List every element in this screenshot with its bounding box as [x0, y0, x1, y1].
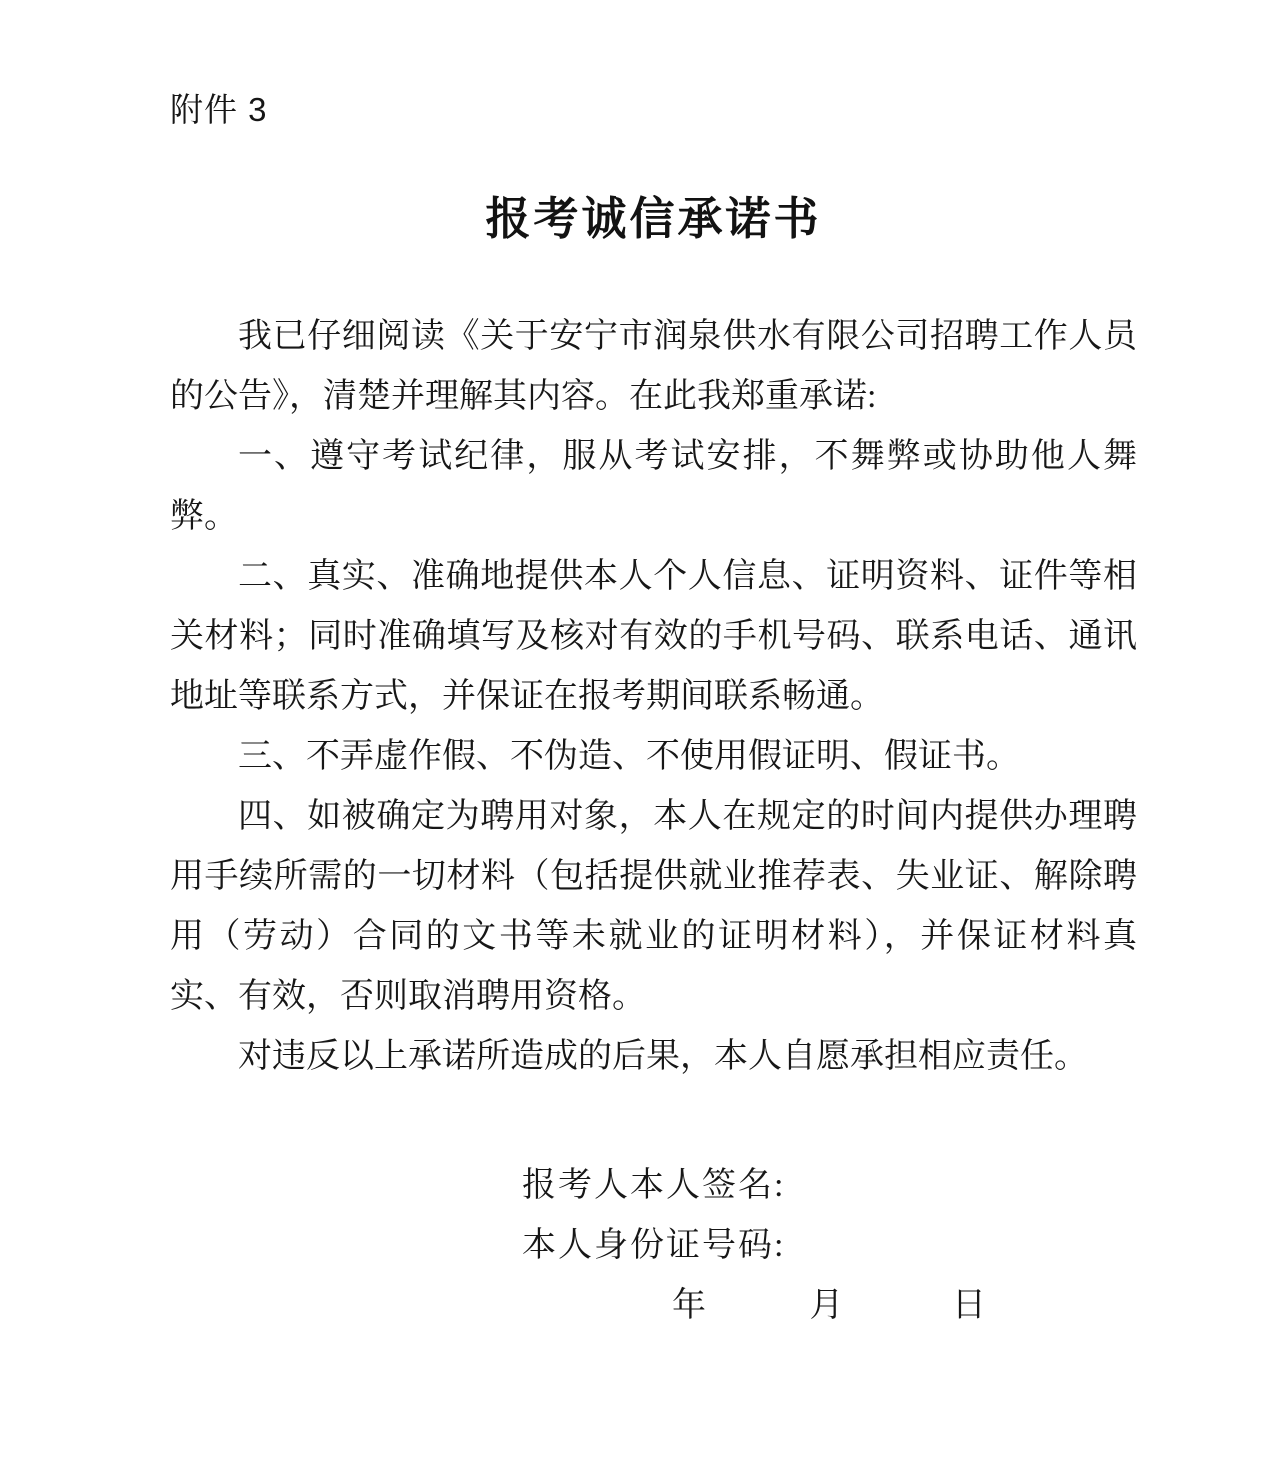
closing-statement: 对违反以上承诺所造成的后果，本人自愿承担相应责任。 [238, 1038, 1088, 1075]
paragraph-intro: 我已仔细阅读《关于安宁市润泉供水有限公司招聘工作人员的公告》，清楚并理解其内容。在此我郑重承诺: [170, 318, 1137, 415]
signature-block [522, 1156, 986, 1336]
signature-label: 报考人本人签名: [522, 1167, 786, 1204]
document-body [170, 307, 1137, 1087]
page-title: 报考诚信承诺书 [485, 194, 822, 244]
day-label: 日 [952, 1287, 986, 1324]
document-content [170, 0, 1137, 1087]
clause-two: 二、真实、准确地提供本人个人信息、证明资料、证件等相关材料；同时准确填写及核对有效的手机号码、联系电话、通讯地址等联系方式，并保证在报考期间联系畅通。 [170, 558, 1137, 715]
month-label: 月 [809, 1287, 844, 1324]
id-number-label: 本人身份证号码: [522, 1227, 786, 1264]
clause-four: 四、如被确定为聘用对象，本人在规定的时间内提供办理聘用手续所需的一切材料（包括提供就业推荐表、失业证、解除聘用（劳动）合同的文书等未就业的证明材料），并保证材料真实、有效，否则取消聘用资格。 [170, 798, 1137, 1015]
clause-three: 三、不弄虚作假、不伪造、不使用假证明、假证书。 [238, 738, 1020, 775]
date-line [522, 1276, 986, 1336]
attachment-label: 附件 3 [170, 91, 268, 128]
year-label: 年 [672, 1287, 706, 1324]
clause-one: 一、遵守考试纪律，服从考试安排，不舞弊或协助他人舞弊。 [170, 438, 1137, 535]
